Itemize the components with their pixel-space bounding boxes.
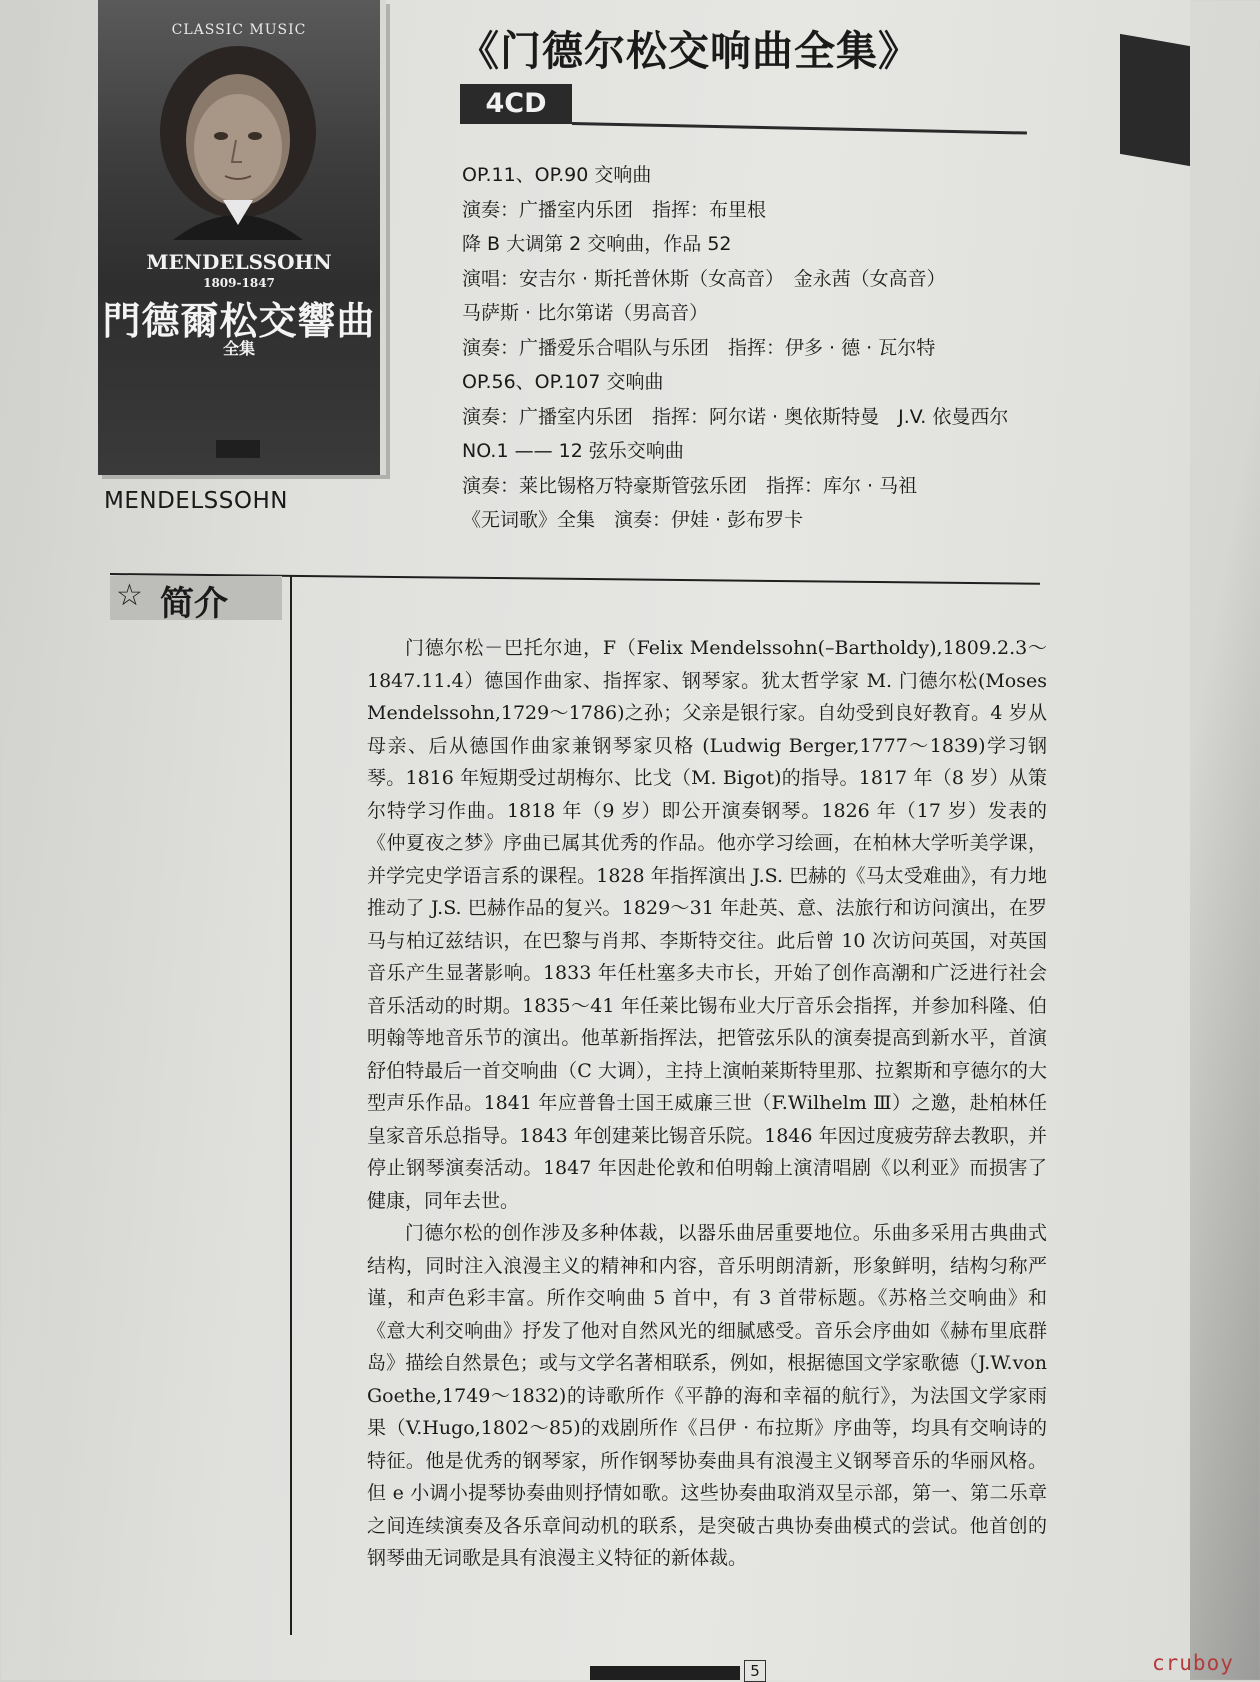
track-line: 演奏：莱比锡格万特豪斯管弦乐团 指挥：库尔 · 马祖: [462, 474, 918, 497]
track-line: 降 B 大调第 2 交响曲，作品 52: [462, 233, 732, 255]
publisher-logo: [216, 440, 260, 458]
section-heading: [110, 576, 282, 624]
cd-count-badge: 4CD: [460, 84, 572, 124]
track-line: 演唱：安吉尔 · 斯托普休斯（女高音） 金永茜（女高音）: [462, 267, 946, 290]
cover-caption: MENDELSSOHN: [104, 488, 288, 514]
album-cover: [98, 0, 386, 475]
footer-bar: [590, 1666, 740, 1680]
cover-chinese-title: 門德爾松交響曲: [102, 298, 376, 343]
paragraph-biography: 门德尔松－巴托尔迪，F（Felix Mendelssohn(–Bartholdy),1809.2.3～1847.11.4）德国作曲家、指挥家、钢琴家。犹太哲学家 M. 门德尔松(Moses Mendelssohn,1729～1786)之孙；父亲是银行家。自幼受到良好教育。4 岁从母亲、后从德国作曲家兼钢琴家贝格 (Ludwig Berger,1777～1839)学习钢琴。1816 年短期受过胡梅尔、比戈（M. Bigot)的指导。1817 年（8 岁）从策尔特学习作曲。1818 年（9 岁）即公开演奏钢琴。1826 年（17 岁）发表的《仲夏夜之梦》序曲已属其优秀的作品。他亦学习绘画，在柏林大学听美学课，并学完史学语言系的课程。1828 年指挥演出 J.S. 巴赫的《马太受难曲》，有力地推动了 J.S. 巴赫作品的复兴。1829～31 年赴英、意、法旅行和访问演出，在罗马与柏辽兹结识，在巴黎与肖邦、李斯特交往。此后曾 10 次访问英国，对英国音乐产生显著影响。1833 年任杜塞多夫市长，开始了创作高潮和广泛进行社会音乐活动的时期。1835～41 年任莱比锡布业大厅音乐会指挥，并参加科隆、伯明翰等地音乐节的演出。他革新指挥法，把管弦乐队的演奏提高到新水平，首演舒伯特最后一首交响曲（C 大调），主持上演帕莱斯特里那、拉絮斯和亨德尔的大型声乐作品。1841 年应普鲁士国王威廉三世（F.Wilhelm Ⅲ）之邀，赴柏林任皇家音乐总指导。1843 年创建莱比锡音乐院。1846 年因过度疲劳辞去教职，并停止钢琴演奏活动。1847 年因赴伦敦和伯明翰上演清唱剧《以利亚》而损害了健康，同年去世。: [367, 637, 1047, 1212]
section-heading-label: 简介: [160, 584, 228, 624]
track-line: 演奏：广播室内乐团 指挥：布里根: [462, 198, 767, 221]
page-edge-shadow: [1120, 34, 1190, 166]
album-title: 《门德尔松交响曲全集》: [458, 27, 920, 75]
composer-portrait: [143, 40, 333, 240]
track-line: 马萨斯 · 比尔第诺（男高音）: [462, 302, 709, 324]
track-line: 演奏：广播室内乐团 指挥：阿尔诺 · 奥依斯特曼 J.V. 依曼西尔: [462, 405, 1009, 428]
page-number: 5: [744, 1660, 766, 1682]
track-list: [462, 158, 1082, 538]
track-line: OP.56、OP.107 交响曲: [462, 371, 664, 393]
track-line: OP.11、OP.90 交响曲: [462, 164, 652, 186]
section-margin-line: [290, 575, 292, 1635]
track-line: NO.1 —— 12 弦乐交响曲: [462, 440, 684, 462]
cover-series-label: CLASSIC MUSIC: [171, 22, 307, 38]
watermark: cruboy: [1152, 1651, 1234, 1675]
paragraph-works: 门德尔松的创作涉及多种体裁，以器乐曲居重要地位。乐曲多采用古典曲式结构，同时注入浪漫主义的精神和内容，音乐明朗清新，形象鲜明，结构匀称严谨，和声色彩丰富。所作交响曲 5 首中，有 3 首带标题。《苏格兰交响曲》和《意大利交响曲》抒发了他对自然风光的细腻感受。音乐会序曲如《赫布里底群岛》描绘自然景色；或与文学名著相联系，例如，根据德国文学家歌德（J.W.von Goethe,1749～1832)的诗歌所作《平静的海和幸福的航行》，为法国文学家雨果（V.Hugo,1802～85)的戏剧所作《吕伊 · 布拉斯》序曲等，均具有交响诗的特征。他是优秀的钢琴家，所作钢琴协奏曲具有浪漫主义钢琴音乐的华丽风格。但 e 小调小提琴协奏曲则抒情如歌。这些协奏曲取消双呈示部，第一、第二乐章之间连续演奏及各乐章间动机的联系，是突破古典协奏曲模式的尝试。他首创的钢琴曲无词歌是具有浪漫主义特征的新体裁。: [367, 1222, 1047, 1569]
track-line: 《无词歌》全集 演奏：伊娃 · 彭布罗卡: [462, 509, 804, 531]
cover-composer-name: MENDELSSOHN: [146, 250, 332, 274]
introduction-text: [367, 632, 1047, 1575]
cover-years: 1809-1847: [203, 276, 275, 290]
cover-chinese-subtitle: 全集: [222, 339, 255, 358]
star-icon: ☆: [116, 578, 143, 613]
track-line: 演奏：广播爱乐合唱队与乐团 指挥：伊多 · 德 · 瓦尔特: [462, 336, 936, 359]
